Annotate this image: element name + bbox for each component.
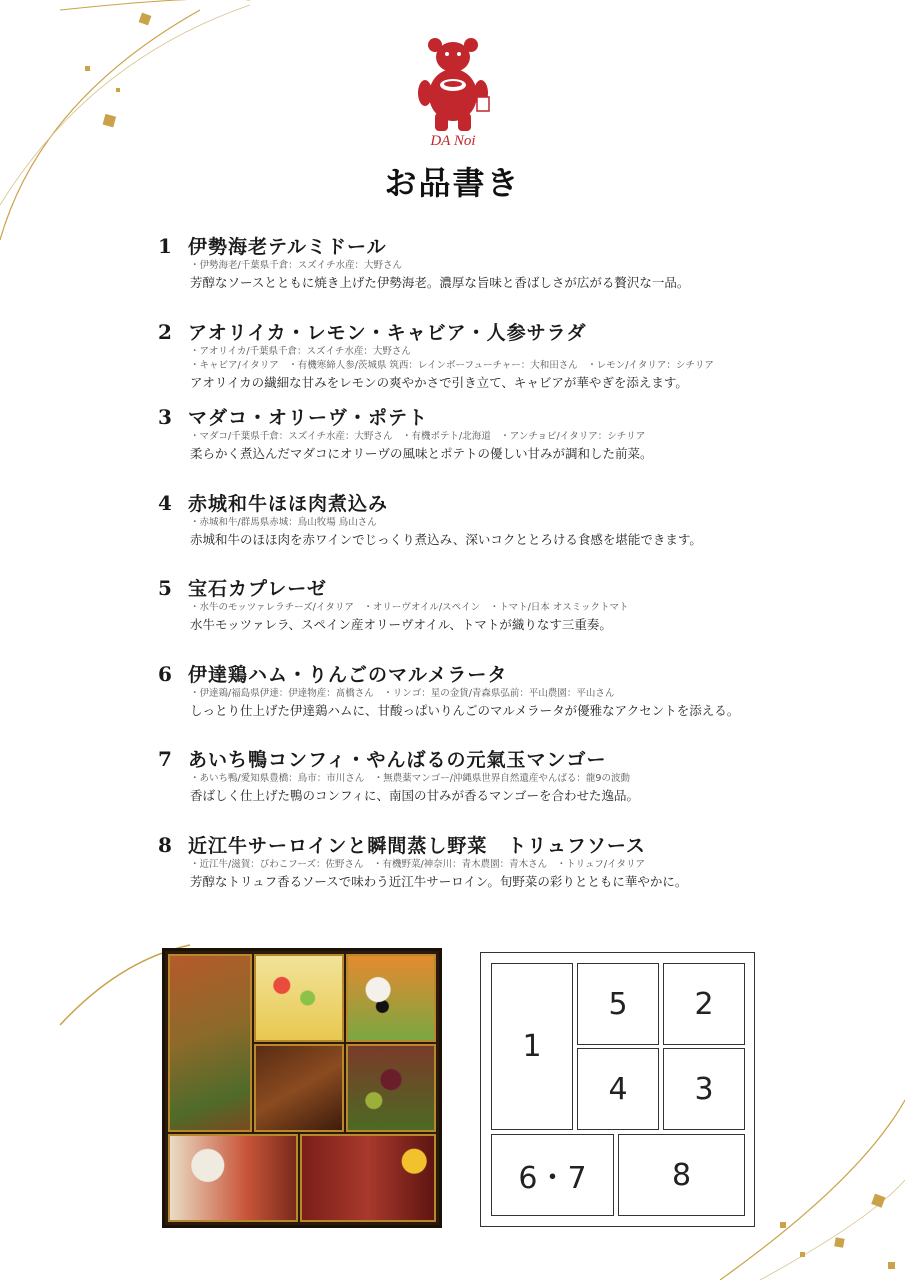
item-name: アオリイカ・レモン・キャビア・人参サラダ [188,321,587,344]
photo-cell-lobster [168,954,252,1132]
item-number: 4 [158,490,172,515]
menu-item [158,831,858,917]
photo-cell-squid-salad [346,954,436,1042]
menu-item [158,318,858,404]
brand-logo [405,35,501,153]
item-description: 水牛モッツァレラ、スペイン産オリーヴオイル、トマトが織りなす三重奏。 [190,617,612,632]
layout-box-8: 8 [618,1134,745,1216]
item-source: ・アオリイカ/千葉県千倉：スズイチ水産：大野さん [190,345,411,357]
item-source: ・水牛のモッツァレラチーズ/イタリア ・オリーヴオイル/スペイン ・トマト/日本 オスミックトマト [190,602,629,613]
item-number: 8 [158,832,172,857]
item-description: 赤城和牛のほほ肉を赤ワインでじっくり煮込み、深いコクととろける食感を堪能できます。 [190,531,702,547]
item-number: 7 [158,747,172,771]
item-source: ・あいち鴨/愛知県豊橋：鳥市：市川さん ・無農薬マンゴー/沖縄県世界自然遺産やんばる：龍9の波動 [190,773,630,784]
item-source: ・近江牛/滋賀：びわこフーズ：佐野さん ・有機野菜/神奈川：青木農園：青木さん ・トリュフ/イタリア [190,858,646,870]
photo-cell-beef-cheek [254,1044,344,1132]
item-source: ・伊達鶏/福島県伊達：伊達物産：髙橋さん ・リンゴ：星の金貨/青森県弘前：平山農園：平山さん [190,687,615,699]
item-number: 6 [158,661,172,686]
item-source: ・キャビア/イタリア ・有機寒締人参/茨城県 筑西：レインボーフューチャー：大和田さん ・レモン/イタリア：シチリア [190,359,714,371]
bento-photo [162,948,442,1228]
photo-cell-caprese [254,954,344,1042]
layout-box-6-7: 6・7 [491,1134,614,1216]
item-description: 芳醇なトリュフ香るソースで味わう近江牛サーロイン。旬野菜の彩りとともに華やかに。 [190,873,688,889]
item-source: ・赤城和牛/群馬県赤城：鳥山牧場 鳥山さん [190,516,377,528]
item-source: ・伊勢海老/千葉県千倉：スズイチ水産：大野さん [190,260,403,271]
item-name: マダコ・オリーヴ・ポテト [188,407,429,429]
item-number: 5 [158,576,172,600]
item-name: 伊勢海老テルミドール [188,236,387,258]
bear-mascot-icon [413,35,493,135]
menu-list [158,232,858,916]
item-name: あいち鴨コンフィ・やんばるの元氣玉マンゴー [188,749,607,771]
item-name: 近江牛サーロインと瞬間蒸し野菜 トリュフソース [188,834,646,857]
menu-item [158,403,858,489]
item-description: しっとり仕上げた伊達鶏ハムに、甘酸っぱいりんごのマルメラータが優雅なアクセントを添える。 [190,702,740,718]
photo-cell-chicken-duck [168,1134,298,1222]
menu-item [158,489,858,575]
item-description: 芳醇なソースとともに焼き上げた伊勢海老。濃厚な旨味と香ばしさが広がる贅沢な一品。 [190,275,690,290]
bento-layout-diagram [480,952,755,1227]
item-name: 伊達鶏ハム・りんごのマルメラータ [188,663,508,686]
item-number: 3 [158,405,172,429]
menu-item [158,745,858,831]
item-description: アオリイカの繊細な甘みをレモンの爽やかさで引き立て、キャビアが華やぎを添えます。 [190,374,688,390]
item-number: 2 [158,319,172,344]
item-name: 宝石カプレーゼ [188,578,327,600]
item-description: 香ばしく仕上げた鴨のコンフィに、南国の甘みが香るマンゴーを合わせた逸品。 [190,788,640,803]
item-number: 1 [158,234,172,258]
photo-cell-sirloin [300,1134,436,1222]
layout-box-2: 2 [663,963,745,1045]
brand-name: DA Noi [430,133,476,149]
menu-item [158,232,858,318]
layout-box-3: 3 [663,1048,745,1130]
layout-box-4: 4 [577,1048,659,1130]
item-description: 柔らかく煮込んだマダコにオリーヴの風味とポテトの優しい甘みが調和した前菜。 [190,446,653,461]
item-source: ・マダコ/千葉県千倉：スズイチ水産：大野さん ・有機ポテト/北海道 ・アンチョビ/イタリア：シチリア [190,431,646,442]
menu-item [158,660,858,746]
page-title: お品書き [384,164,521,202]
photo-cell-octopus [346,1044,436,1132]
menu-item [158,574,858,660]
item-name: 赤城和牛ほほ肉煮込み [188,492,389,515]
layout-box-5: 5 [577,963,659,1045]
layout-box-1: 1 [491,963,573,1130]
